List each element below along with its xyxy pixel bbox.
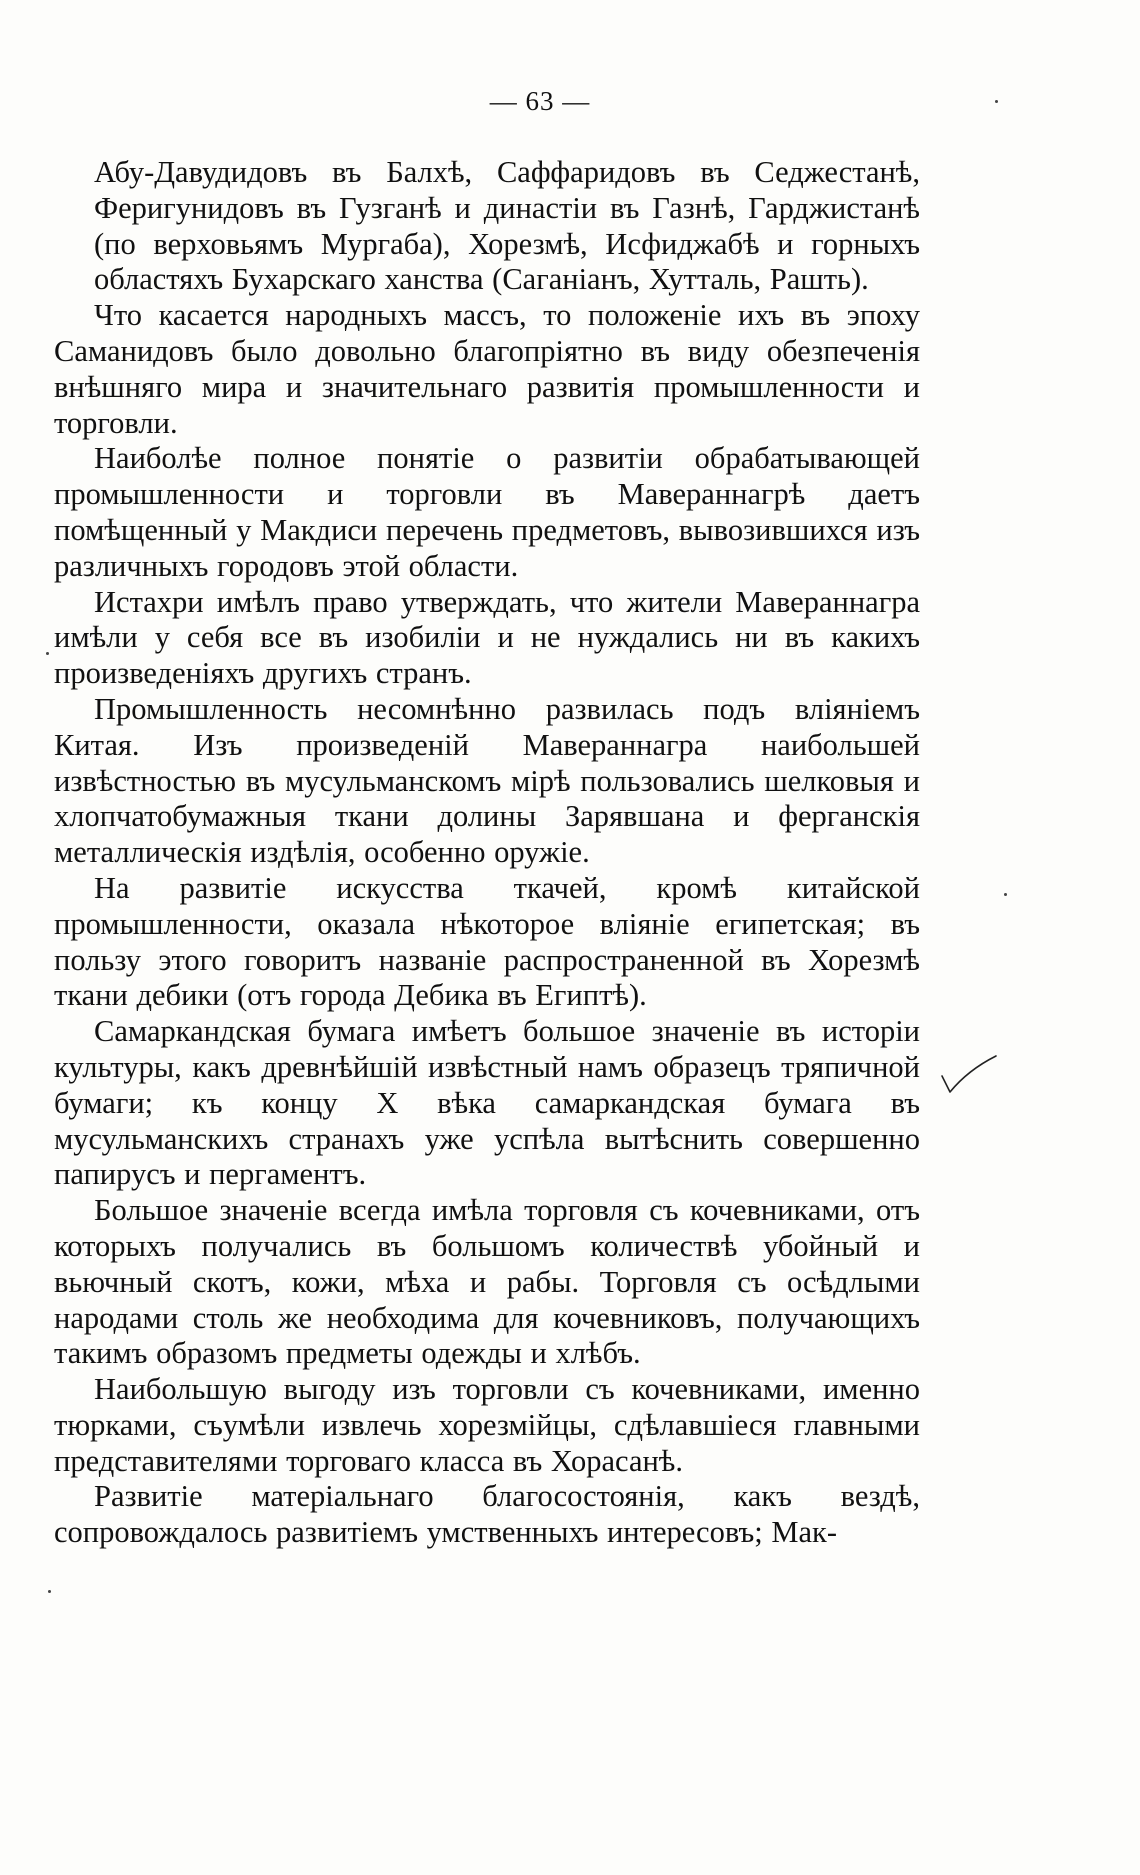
pencil-checkmark-icon <box>940 1052 1000 1102</box>
paragraph: Самаркандская бумага имѣетъ большое значеніе въ исторіи культуры, какъ древнѣйшій извѣстный намъ образецъ тряпичной бумаги; къ концу X вѣка самаркандская бумага въ мусульманскихъ странахъ уже успѣла вытѣснить совершенно папирусъ и пергаментъ. <box>54 1014 920 1192</box>
margin-speck <box>46 652 49 655</box>
paragraph: Абу-Давудидовъ въ Балхѣ, Саффаридовъ въ Седжестанѣ, Феригунидовъ въ Гузганѣ и династіи въ Газнѣ, Гарджистанѣ (по верховьямъ Мургаба), Хорезмѣ, Исфиджабѣ и горныхъ областяхъ Бухарскаго ханства (Саганіанъ, Хутталь, Рашть). <box>94 155 920 297</box>
margin-speck <box>995 100 998 103</box>
paragraph: Промышленность несомнѣнно развилась подъ вліяніемъ Китая. Изъ произведеній Мавераннагра наибольшей извѣстностью въ мусульманскомъ мірѣ пользовались шелковыя и хлопчатобумажныя ткани долины Зарявшана и ферганскія металлическія издѣлія, особенно оружіе. <box>54 691 920 870</box>
paragraph: Развитіе матеріальнаго благосостоянія, какъ вездѣ, сопровождалось развитіемъ умственныхъ интересовъ; Мак- <box>54 1479 920 1550</box>
paragraph: Что касается народныхъ массъ, то положеніе ихъ въ эпоху Саманидовъ было довольно благопріятно въ виду обезпеченія внѣшняго мира и значительнаго развитія промышленности и торговли. <box>54 298 920 440</box>
page-number: — 63 — <box>489 86 591 116</box>
margin-speck <box>48 1590 51 1593</box>
margin-speck <box>1004 893 1007 896</box>
paragraph: Наибольшую выгоду изъ торговли съ кочевниками, именно тюрками, съумѣли извлечь хорезмійцы, сдѣлавшіеся главными представителями торговаго класса въ Хорасанѣ. <box>54 1372 920 1478</box>
body-text <box>54 155 920 1551</box>
paragraph: Наиболѣе полное понятіе о развитіи обрабатывающей промышленности и торговли въ Мавераннагрѣ даетъ помѣщенный у Макдиси перечень предметовъ, вывозившихся изъ различныхъ городовъ этой области. <box>54 441 920 583</box>
paragraph: Истахри имѣлъ право утверждать, что жители Мавераннагра имѣли у себя все въ изобиліи и не нуждались ни въ какихъ произведеніяхъ другихъ странъ. <box>54 584 920 691</box>
paragraph: На развитіе искусства ткачей, кромѣ китайской промышленности, оказала нѣкоторое вліяніе египетская; въ пользу этого говоритъ названіе распространенной въ Хорезмѣ ткани дебики (отъ города Дебика въ Египтѣ). <box>54 870 920 1013</box>
paragraph: Большое значеніе всегда имѣла торговля съ кочевниками, отъ которыхъ получались въ большомъ количествѣ убойный и вьючный скотъ, кожи, мѣха и рабы. Торговля съ осѣдлыми народами столь же необходима для кочевниковъ, получающихъ такимъ образомъ предметы одежды и хлѣбъ. <box>54 1193 920 1371</box>
